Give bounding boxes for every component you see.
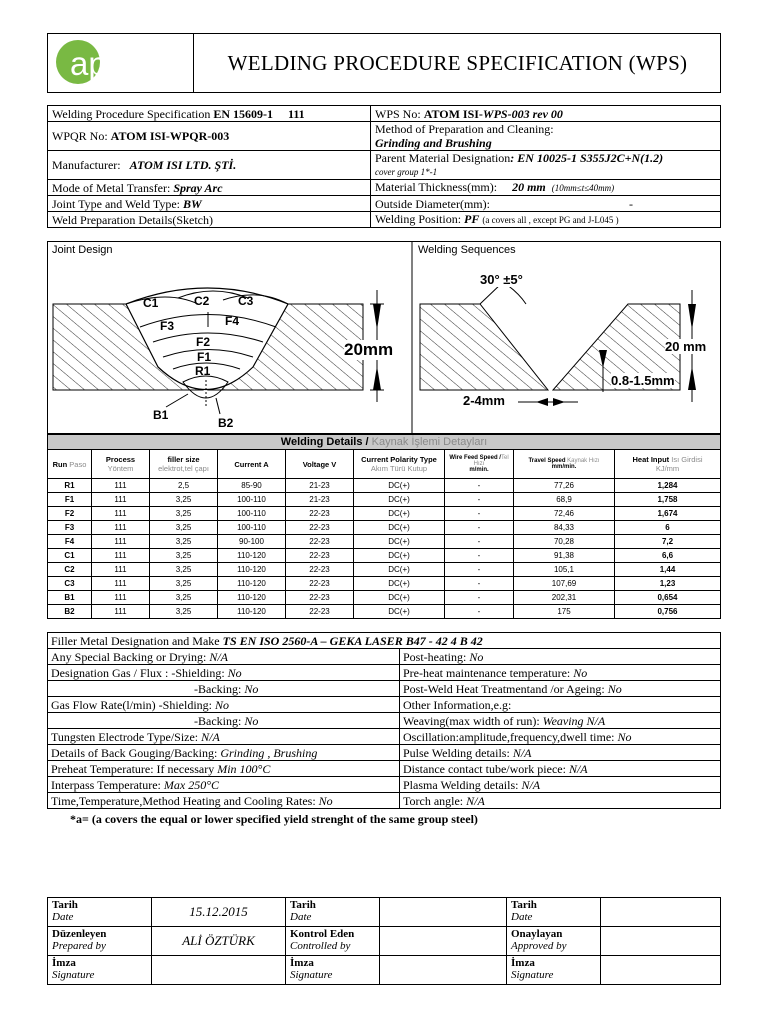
table-cell: DC(+) xyxy=(354,493,445,507)
date-label-cell-3: Tarih Date xyxy=(507,898,601,927)
table-cell: DC(+) xyxy=(354,507,445,521)
filler-right-cell xyxy=(400,681,721,697)
wps-no-label: WPS No: xyxy=(375,106,421,121)
filler-left-cell xyxy=(48,745,400,761)
thickness-range: (10mm≤t≤40mm) xyxy=(551,183,615,193)
filler-left-value: No xyxy=(244,713,259,728)
transfer-value: Spray Arc xyxy=(173,180,223,195)
filler-right-cell xyxy=(400,697,721,713)
filler-left-label: -Backing: xyxy=(194,713,242,728)
table-cell: DC(+) xyxy=(354,549,445,563)
table-cell: 111 xyxy=(92,577,150,591)
table-cell: F4 xyxy=(48,535,92,549)
filler-right-value: N/A xyxy=(568,761,588,776)
filler-right-label: Other Information,e.g: xyxy=(403,697,512,712)
filler-left-label: Any Special Backing or Drying: xyxy=(51,649,207,664)
table-cell: 72,46 xyxy=(514,507,615,521)
welding-details-body xyxy=(48,479,721,619)
filler-left-cell xyxy=(48,729,400,745)
table-cell: DC(+) xyxy=(354,479,445,493)
filler-right-label: Distance contact tube/work piece: xyxy=(403,761,566,776)
table-cell: 2,5 xyxy=(150,479,218,493)
table-cell: 22-23 xyxy=(286,591,354,605)
table-cell: 22-23 xyxy=(286,577,354,591)
filler-left-value: No xyxy=(318,793,333,808)
table-cell: DC(+) xyxy=(354,577,445,591)
table-cell: 3,25 xyxy=(150,493,218,507)
filler-right-label: Pulse Welding details: xyxy=(403,745,510,760)
filler-row xyxy=(48,729,721,745)
table-cell: 1,284 xyxy=(615,479,721,493)
spec-table xyxy=(47,105,721,228)
run-label-b1: B1 xyxy=(153,408,169,422)
root-gap-dimension: 2-4mm xyxy=(463,393,505,408)
table-cell: 6 xyxy=(615,521,721,535)
table-cell: 3,25 xyxy=(150,535,218,549)
table-cell: 3,25 xyxy=(150,521,218,535)
table-cell: 6,6 xyxy=(615,549,721,563)
signature-label-cell-2: İmza Signature xyxy=(286,956,380,985)
table-cell: - xyxy=(445,577,514,591)
filler-right-cell xyxy=(400,745,721,761)
date-value-2 xyxy=(380,898,507,927)
table-cell: 107,69 xyxy=(514,577,615,591)
filler-designation-value: TS EN ISO 2560-A – GEKA LASER B47 - 42 4 B 42 xyxy=(222,633,483,648)
table-cell: DC(+) xyxy=(354,563,445,577)
table-cell: 111 xyxy=(92,591,150,605)
table-cell: 22-23 xyxy=(286,507,354,521)
filler-right-value: N/A xyxy=(466,793,485,808)
run-label-b2: B2 xyxy=(218,416,234,430)
date-label-cell: Tarih Date xyxy=(48,898,152,927)
wps-no-value-a: ATOM ISI- xyxy=(423,106,483,121)
table-cell: 110-120 xyxy=(218,591,286,605)
filler-left-label: Gas Flow Rate(l/min) -Shielding: xyxy=(51,697,212,712)
controlled-label-cell: Kontrol Eden Controlled by xyxy=(286,927,380,956)
wps-standard-cell xyxy=(48,106,371,122)
table-cell: 0,756 xyxy=(615,605,721,619)
table-cell: - xyxy=(445,507,514,521)
filler-row xyxy=(48,649,721,665)
table-cell: DC(+) xyxy=(354,605,445,619)
filler-right-label: Oscillation:amplitude,frequency,dwell time: xyxy=(403,729,615,744)
filler-row xyxy=(48,713,721,729)
filler-right-label: Post-Weld Heat Treatmentand /or Ageing: xyxy=(403,681,605,696)
joint-design-label: Joint Design xyxy=(52,244,113,256)
filler-left-label: Details of Back Gouging/Backing: xyxy=(51,745,218,760)
position-value: PF xyxy=(464,212,480,226)
wps-standard-value: EN 15609-1 xyxy=(213,106,273,121)
joint-type-cell xyxy=(48,196,371,212)
table-cell: 3,25 xyxy=(150,605,218,619)
filler-left-cell xyxy=(48,681,400,697)
table-cell: DC(+) xyxy=(354,535,445,549)
table-cell: 110-120 xyxy=(218,605,286,619)
date-label-cell-2: Tarih Date xyxy=(286,898,380,927)
manufacturer-value: ATOM ISI LTD. ŞTİ. xyxy=(129,158,237,172)
filler-left-label: -Backing: xyxy=(194,681,242,696)
col-voltage: Voltage V xyxy=(286,450,354,479)
table-cell: 7,2 xyxy=(615,535,721,549)
table-cell: 22-23 xyxy=(286,605,354,619)
table-cell: 3,25 xyxy=(150,563,218,577)
apave-logo xyxy=(48,34,194,92)
table-cell: 110-120 xyxy=(218,563,286,577)
table-cell: 3,25 xyxy=(150,507,218,521)
wpqr-value: ATOM ISI-WPQR-003 xyxy=(110,129,230,143)
table-cell: 3,25 xyxy=(150,577,218,591)
approved-label-cell: Onaylayan Approved by xyxy=(507,927,601,956)
run-label-f2: F2 xyxy=(196,335,211,349)
col-process: Process Yöntem xyxy=(92,450,150,479)
table-cell: - xyxy=(445,535,514,549)
filler-designation-label: Filler Metal Designation and Make xyxy=(51,633,220,648)
table-cell: - xyxy=(445,605,514,619)
table-cell: 111 xyxy=(92,521,150,535)
filler-right-cell xyxy=(400,665,721,681)
table-row xyxy=(48,521,721,535)
table-row xyxy=(48,493,721,507)
wps-standard-label: Welding Procedure Specification xyxy=(52,106,211,121)
filler-right-value: Weaving N/A xyxy=(542,713,606,728)
welding-details-header-row xyxy=(48,450,721,479)
prep-method-value: Grinding and Brushing xyxy=(375,136,492,150)
filler-right-value: No xyxy=(469,649,484,664)
filler-left-cell xyxy=(48,713,400,729)
filler-right-value: No xyxy=(573,665,588,680)
table-cell: 111 xyxy=(92,605,150,619)
filler-left-value: No xyxy=(227,665,242,680)
filler-row xyxy=(48,697,721,713)
table-cell: 70,28 xyxy=(514,535,615,549)
table-cell: - xyxy=(445,549,514,563)
filler-right-value: N/A xyxy=(521,777,541,792)
filler-left-value: N/A xyxy=(209,649,228,664)
table-cell: 111 xyxy=(92,563,150,577)
filler-right-cell xyxy=(400,729,721,745)
prepared-label-cell: Düzenleyen Prepared by xyxy=(48,927,152,956)
signature-label-cell: İmza Signature xyxy=(48,956,152,985)
table-cell: F3 xyxy=(48,521,92,535)
col-polarity: Current Polarity Type Akım Türü Kutup xyxy=(354,450,445,479)
table-cell: 77,26 xyxy=(514,479,615,493)
signature-table xyxy=(47,897,721,985)
bevel-angle-dimension: 30° ±5° xyxy=(480,272,523,287)
prep-method-cell xyxy=(371,122,721,151)
table-cell: F2 xyxy=(48,507,92,521)
prep-method-label: Method of Preparation and Cleaning: xyxy=(375,122,554,136)
filler-left-value: No xyxy=(244,681,259,696)
table-cell: B2 xyxy=(48,605,92,619)
filler-row xyxy=(48,777,721,793)
table-cell: 0,654 xyxy=(615,591,721,605)
joint-thickness-dimension: 20mm xyxy=(344,340,394,359)
controlled-value xyxy=(380,927,507,956)
table-cell: C2 xyxy=(48,563,92,577)
table-cell: 91,38 xyxy=(514,549,615,563)
table-cell: 105,1 xyxy=(514,563,615,577)
footnote: *a= (a covers the equal or lower specified yield strenght of the same group steel) xyxy=(70,812,478,826)
position-note: (a covers all , except PG and J-L045 ) xyxy=(482,215,619,225)
filler-left-label: Designation Gas / Flux : -Shielding: xyxy=(51,665,225,680)
table-cell: 100-110 xyxy=(218,521,286,535)
col-heat-input: Heat Input Isı Girdisi KJ/mm xyxy=(615,450,721,479)
signature-value-3 xyxy=(601,956,721,985)
page-title: WELDING PROCEDURE SPECIFICATION (WPS) xyxy=(227,50,688,75)
col-filler-size: filler size elektrot,tel çapı xyxy=(150,450,218,479)
run-label-c2: C2 xyxy=(194,294,210,308)
filler-right-cell xyxy=(400,713,721,729)
table-cell: 110-120 xyxy=(218,577,286,591)
table-cell: 22-23 xyxy=(286,563,354,577)
filler-right-label: Plasma Welding details: xyxy=(403,777,519,792)
table-row xyxy=(48,591,721,605)
thickness-value: 20 mm xyxy=(512,180,546,194)
table-cell: 22-23 xyxy=(286,549,354,563)
run-label-f1: F1 xyxy=(197,350,212,364)
outside-diameter-cell xyxy=(371,196,721,212)
run-label-f4: F4 xyxy=(225,314,240,328)
position-label: Welding Position: xyxy=(375,212,462,226)
filler-left-value: No xyxy=(215,697,230,712)
table-cell: 3,25 xyxy=(150,591,218,605)
col-travel-speed: Travel Speed Kaynak Hızı mm/min. xyxy=(514,450,615,479)
filler-designation-cell xyxy=(48,633,721,649)
joint-design-sketch xyxy=(53,288,384,414)
wps-no-cell xyxy=(371,106,721,122)
filler-left-label: Time,Temperature,Method Heating and Cooling Rates: xyxy=(51,793,316,808)
table-cell: 90-100 xyxy=(218,535,286,549)
table-cell: 85-90 xyxy=(218,479,286,493)
filler-right-cell xyxy=(400,777,721,793)
prep-details-label: Weld Preparation Details(Sketch) xyxy=(52,212,213,227)
filler-row xyxy=(48,745,721,761)
table-cell: 111 xyxy=(92,493,150,507)
welding-details-table xyxy=(47,434,721,619)
filler-right-cell xyxy=(400,761,721,777)
prep-details-cell xyxy=(48,212,371,228)
wps-no-value-b: WPS-003 rev 00 xyxy=(482,106,563,121)
wpqr-label: WPQR No: xyxy=(52,129,108,143)
table-cell: 175 xyxy=(514,605,615,619)
table-cell: 111 xyxy=(92,535,150,549)
table-row xyxy=(48,549,721,563)
table-cell: 111 xyxy=(92,549,150,563)
welding-details-title-tr: Kaynak İşlemi Detayları xyxy=(371,436,488,448)
run-label-f3: F3 xyxy=(160,319,175,333)
parent-material-label: Parent Material Designation xyxy=(375,151,511,165)
table-cell: 22-23 xyxy=(286,521,354,535)
filler-row xyxy=(48,681,721,697)
table-cell: B1 xyxy=(48,591,92,605)
parent-material-group: cover group 1*-1 xyxy=(375,167,438,177)
table-cell: DC(+) xyxy=(354,521,445,535)
table-cell: - xyxy=(445,563,514,577)
filler-right-cell xyxy=(400,649,721,665)
transfer-cell xyxy=(48,180,371,196)
signature-label-cell-3: İmza Signature xyxy=(507,956,601,985)
approved-value xyxy=(601,927,721,956)
table-cell: R1 xyxy=(48,479,92,493)
joint-type-value: BW xyxy=(183,196,202,211)
date-value-3 xyxy=(601,898,721,927)
table-cell: 21-23 xyxy=(286,493,354,507)
run-label-r1: R1 xyxy=(195,364,211,378)
filler-left-cell xyxy=(48,649,400,665)
document-header xyxy=(47,33,721,93)
table-cell: F1 xyxy=(48,493,92,507)
filler-right-cell xyxy=(400,793,721,809)
date-value: 15.12.2015 xyxy=(152,898,286,927)
filler-left-value: N/A xyxy=(201,729,220,744)
filler-left-value: Min 100°C xyxy=(217,761,271,776)
table-row xyxy=(48,535,721,549)
table-cell: C1 xyxy=(48,549,92,563)
thickness-label: Material Thickness(mm): xyxy=(375,180,498,194)
filler-left-value: Max 250°C xyxy=(163,777,220,792)
parent-material-cell xyxy=(371,151,721,180)
filler-left-cell xyxy=(48,665,400,681)
welding-details-title xyxy=(48,435,721,450)
prepared-value: ALİ ÖZTÜRK xyxy=(152,927,286,956)
col-run: Run Paso xyxy=(48,450,92,479)
filler-right-label: Weaving(max width of run): xyxy=(403,713,540,728)
wpqr-cell xyxy=(48,122,371,151)
joint-type-label: Joint Type and Weld Type: xyxy=(52,196,181,211)
filler-left-label: Preheat Temperature: If necessary xyxy=(51,761,215,776)
table-cell: 100-110 xyxy=(218,493,286,507)
filler-left-label: Tungsten Electrode Type/Size: xyxy=(51,729,199,744)
welding-details-title-en: Welding Details / xyxy=(280,436,369,448)
sequence-thickness-dimension: 20 mm xyxy=(665,339,707,354)
table-cell: 111 xyxy=(92,507,150,521)
table-cell: 1,758 xyxy=(615,493,721,507)
wps-process-value: 111 xyxy=(288,106,305,121)
transfer-label: Mode of Metal Transfer: xyxy=(52,180,171,195)
table-cell: 22-23 xyxy=(286,535,354,549)
table-cell: 1,44 xyxy=(615,563,721,577)
signature-value-2 xyxy=(380,956,507,985)
outside-diameter-value: - xyxy=(628,196,633,211)
table-cell: DC(+) xyxy=(354,591,445,605)
col-current: Current A xyxy=(218,450,286,479)
table-cell: 84,33 xyxy=(514,521,615,535)
logo-text-a: apave xyxy=(70,45,160,82)
table-row xyxy=(48,563,721,577)
filler-row xyxy=(48,761,721,777)
table-cell: 21-23 xyxy=(286,479,354,493)
table-cell: 110-120 xyxy=(218,549,286,563)
filler-table xyxy=(47,632,721,809)
table-cell: 1,674 xyxy=(615,507,721,521)
welding-sequences-label: Welding Sequences xyxy=(418,244,516,256)
table-cell: - xyxy=(445,521,514,535)
root-face-dimension: 0.8-1.5mm xyxy=(611,373,675,388)
filler-left-cell xyxy=(48,697,400,713)
manufacturer-label: Manufacturer: xyxy=(52,158,121,172)
filler-right-value: No xyxy=(617,729,632,744)
table-cell: 1,23 xyxy=(615,577,721,591)
signature-value xyxy=(152,956,286,985)
table-cell: - xyxy=(445,493,514,507)
filler-row xyxy=(48,665,721,681)
run-label-c1: C1 xyxy=(143,296,159,310)
table-cell: - xyxy=(445,479,514,493)
filler-right-label: Pre-heat maintenance temperature: xyxy=(403,665,571,680)
filler-right-value: No xyxy=(607,681,622,696)
table-cell: - xyxy=(445,591,514,605)
filler-right-label: Torch angle: xyxy=(403,793,464,808)
filler-right-value: N/A xyxy=(512,745,532,760)
drawings-panel xyxy=(47,241,721,434)
table-row xyxy=(48,577,721,591)
table-row xyxy=(48,507,721,521)
table-cell: C3 xyxy=(48,577,92,591)
table-cell: 3,25 xyxy=(150,549,218,563)
table-cell: 111 xyxy=(92,479,150,493)
filler-body xyxy=(48,649,721,809)
filler-row xyxy=(48,793,721,809)
manufacturer-cell xyxy=(48,151,371,180)
table-row xyxy=(48,479,721,493)
run-label-c3: C3 xyxy=(238,294,254,308)
outside-diameter-label: Outside Diameter(mm): xyxy=(375,196,490,211)
table-cell: 202,31 xyxy=(514,591,615,605)
filler-left-value: Grinding , Brushing xyxy=(220,745,318,760)
parent-material-value: : EN 10025-1 S355J2C+N(1.2) xyxy=(510,151,664,165)
col-wire-feed: Wire Feed Speed /Tel Hızı m/min. xyxy=(445,450,514,479)
filler-left-cell xyxy=(48,761,400,777)
filler-left-cell xyxy=(48,793,400,809)
filler-left-cell xyxy=(48,777,400,793)
filler-left-label: Interpass Temperature: xyxy=(51,777,161,792)
thickness-cell xyxy=(371,180,721,196)
table-cell: 100-110 xyxy=(218,507,286,521)
table-cell: 68,9 xyxy=(514,493,615,507)
filler-right-label: Post-heating: xyxy=(403,649,467,664)
position-cell xyxy=(371,212,721,228)
table-row xyxy=(48,605,721,619)
